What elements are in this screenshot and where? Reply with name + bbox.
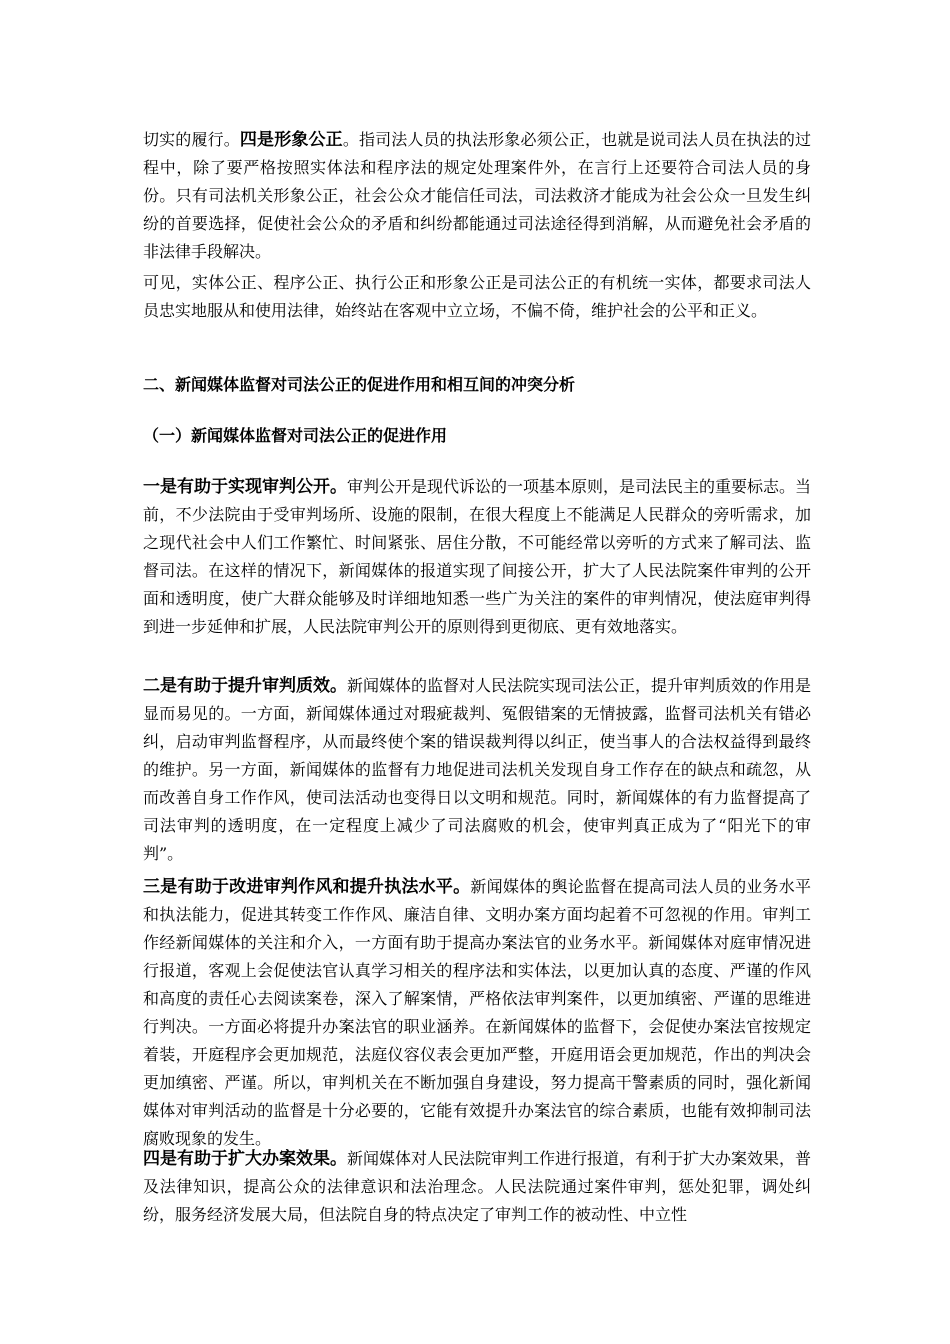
paragraph-trial-quality [143,672,811,868]
paragraph-body: 新闻媒体对人民法院审判工作进行报道，有利于扩大办案效果，普及法律知识，提高公众的法律意识和法治理念。人民法院通过案件审判，惩处犯罪，调处纠纷，服务经济发展大局，但法院自身的特点决定了审判工作的被动性、中立性 [143,1149,812,1224]
paragraph-body: 可见，实体公正、程序公正、执行公正和形象公正是司法公正的有机统一实体，都要求司法人员忠实地服从和使用法律，始终站在客观中立立场，不偏不倚，维护社会的公平和正义。 [143,273,811,320]
bold-lead-trial-style: 三是有助于改进审判作风和提升执法水平。 [143,877,471,897]
bold-lead-image-fairness: 四是形象公正 [239,130,343,150]
bold-lead-trial-openness: 一是有助于实现审判公开。 [143,477,347,497]
bold-lead-trial-quality: 二是有助于提升审判质效。 [143,676,347,696]
paragraph-body: 新闻媒体的舆论监督在提高司法人员的业务水平和执法能力，促进其转变工作作风、廉洁自律、文明办案方面均起着不可忽视的作用。审判工作经新闻媒体的关注和介入，一方面有助于提高办案法官的业务水平。新闻媒体对庭审情况进行报道，客观上会促使法官认真学习相关的程序法和实体法，以更加认真的态度、严谨的作风和高度的责任心去阅读案卷，深入了解案情，严格依法审判案件，以更加缜密、严谨的思维进行判决。一方面必将提升办案法官的职业涵养。在新闻媒体的监督下，会促使办案法官按规定着装，开庭程序会更加规范，法庭仪容仪表会更加严整，开庭用语会更加规范，作出的判决会更加缜密、严谨。所以，审判机关在不断加强自身建设，努力提高干警素质的同时，强化新闻媒体对审判活动的监督是十分必要的，它能有效提升办案法官的综合素质，也能有效抑制司法腐败现象的发生。 [143,877,811,1148]
paragraph-body: 审判公开是现代诉讼的一项基本原则，是司法民主的重要标志。当前，不少法院由于受审判场所、设施的限制，在很大程度上不能满足人民群众的旁听需求，加之现代社会中人们工作繁忙、时间紧张、居住分散，不可能经常以旁听的方式来了解司法、监督司法。在这样的情况下，新闻媒体的报道实现了间接公开，扩大了人民法院案件审判的公开面和透明度，使广大群众能够及时详细地知悉一些广为关注的案件的审判情况，使法庭审判得到进一步延伸和扩展，人民法院审判公开的原则得到更彻底、更有效地落实。 [143,477,812,636]
paragraph-trial-style [143,873,811,1153]
paragraph-trial-openness [143,473,811,641]
paragraph-case-effect [143,1145,811,1229]
section-heading: 二、新闻媒体监督对司法公正的促进作用和相互间的冲突分析 [143,375,576,394]
paragraph-conclusion [143,269,811,325]
paragraph-body: 新闻媒体的监督对人民法院实现司法公正，提升审判质效的作用是显而易见的。一方面，新闻媒体通过对瑕疵裁判、冤假错案的无情披露，监督司法机关有错必纠，启动审判监督程序，从而最终使个案的错误裁判得以纠正，使当事人的合法权益得到最终的维护。另一方面，新闻媒体的监督有力地促进司法机关发现自身工作存在的缺点和疏忽，从而改善自身工作作风，使司法活动也变得日以文明和规范。同时，新闻媒体的有力监督提高了司法审判的透明度，在一定程度上减少了司法腐败的机会，使审判真正成为了“阳光下的审判”。 [143,676,812,863]
paragraph-image-fairness [143,126,811,266]
subsection-heading: （一）新闻媒体监督对司法公正的促进作用 [143,426,448,445]
bold-lead-case-effect: 四是有助于扩大办案效果。 [143,1149,347,1169]
paragraph-body: 。指司法人员的执法形象必须公正，也就是说司法人员在执法的过程中，除了要严格按照实体法和程序法的规定处理案件外，在言行上还要符合司法人员的身份。只有司法机关形象公正，社会公众才能信任司法，司法救济才能成为社会公众一旦发生纠纷的首要选择，促使社会公众的矛盾和纠纷都能通过司法途径得到消解，从而避免社会矛盾的非法律手段解决。 [143,130,811,261]
paragraph-lead-text: 切实的履行。 [143,130,240,149]
